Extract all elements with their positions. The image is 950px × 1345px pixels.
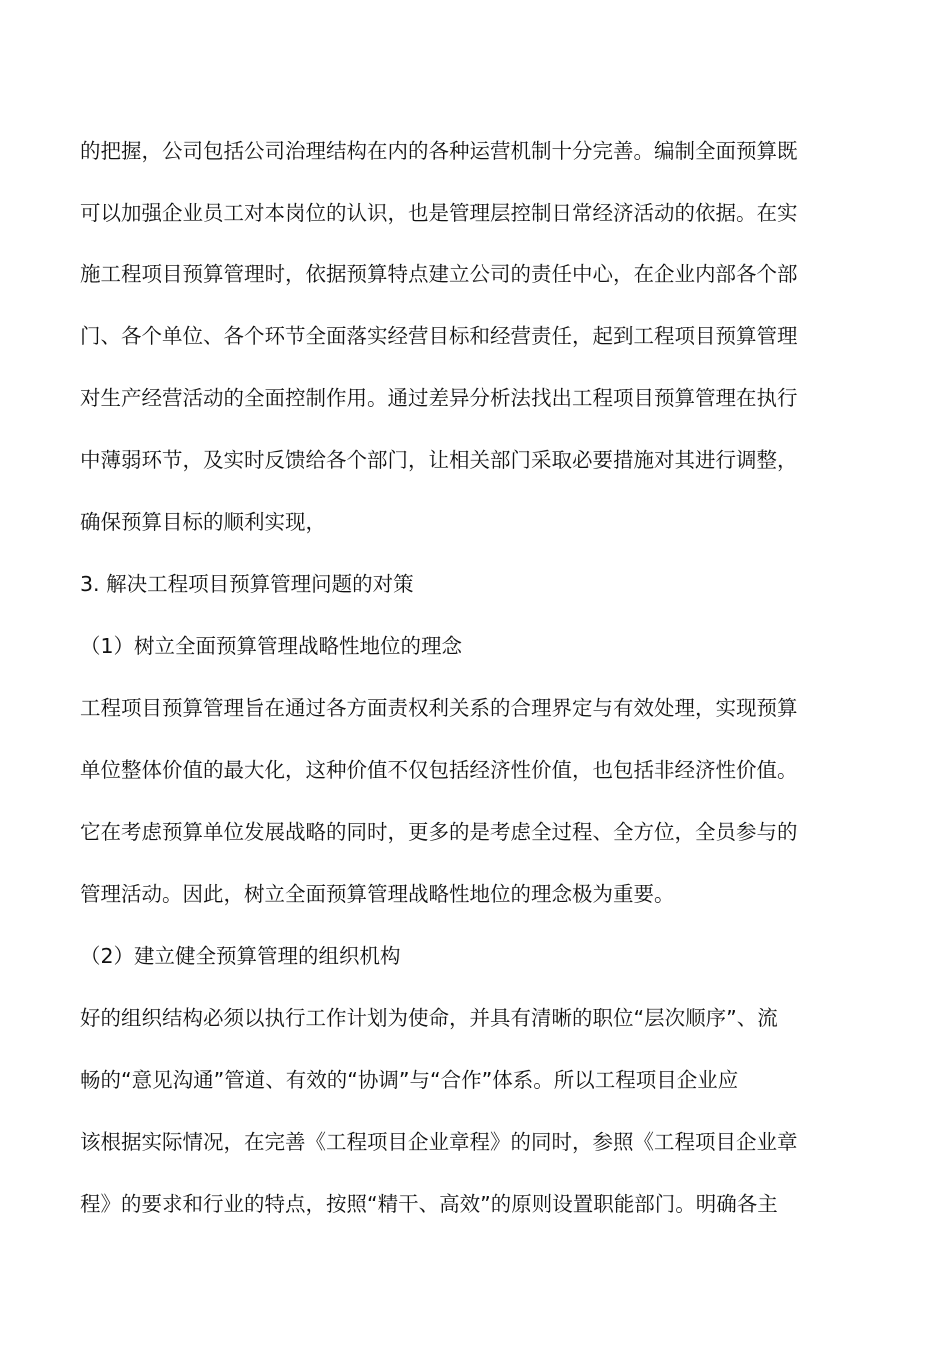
text-line: 工程项目预算管理旨在通过各方面责权利关系的合理界定与有效处理，实现预算 (80, 696, 798, 720)
subsection-heading: （2）建立健全预算管理的组织机构 (80, 944, 401, 968)
text-line: 可以加强企业员工对本岗位的认识，也是管理层控制日常经济活动的依据。在实 (80, 201, 798, 225)
text-line: 程》的要求和行业的特点，按照“精干、高效”的原则设置职能部门。明确各主 (80, 1192, 778, 1216)
text-line: 它在考虑预算单位发展战略的同时，更多的是考虑全过程、全方位，全员参与的 (80, 820, 798, 844)
text-line: 中薄弱环节，及实时反馈给各个部门，让相关部门采取必要措施对其进行调整， (80, 448, 798, 472)
text-line: 的把握，公司包括公司治理结构在内的各种运营机制十分完善。编制全面预算既 (80, 139, 798, 163)
text-line: 畅的“意见沟通”管道、有效的“协调”与“合作”体系。所以工程项目企业应 (80, 1068, 739, 1092)
text-line: 对生产经营活动的全面控制作用。通过差异分析法找出工程项目预算管理在执行 (80, 386, 798, 410)
section-heading: 3. 解决工程项目预算管理问题的对策 (80, 572, 414, 596)
subsection-heading: （1）树立全面预算管理战略性地位的理念 (80, 634, 463, 658)
text-line: 好的组织结构必须以执行工作计划为使命，并具有清晰的职位“层次顺序”、流 (80, 1006, 778, 1030)
text-line: 施工程项目预算管理时，依据预算特点建立公司的责任中心，在企业内部各个部 (80, 262, 798, 286)
text-line: 该根据实际情况，在完善《工程项目企业章程》的同时，参照《工程项目企业章 (80, 1130, 798, 1154)
text-line: 管理活动。因此，树立全面预算管理战略性地位的理念极为重要。 (80, 882, 675, 906)
text-line: 确保预算目标的顺利实现， (80, 510, 326, 534)
text-line: 单位整体价值的最大化，这种价值不仅包括经济性价值，也包括非经济性价值。 (80, 758, 798, 782)
text-line: 门、各个单位、各个环节全面落实经营目标和经营责任，起到工程项目预算管理 (80, 324, 798, 348)
